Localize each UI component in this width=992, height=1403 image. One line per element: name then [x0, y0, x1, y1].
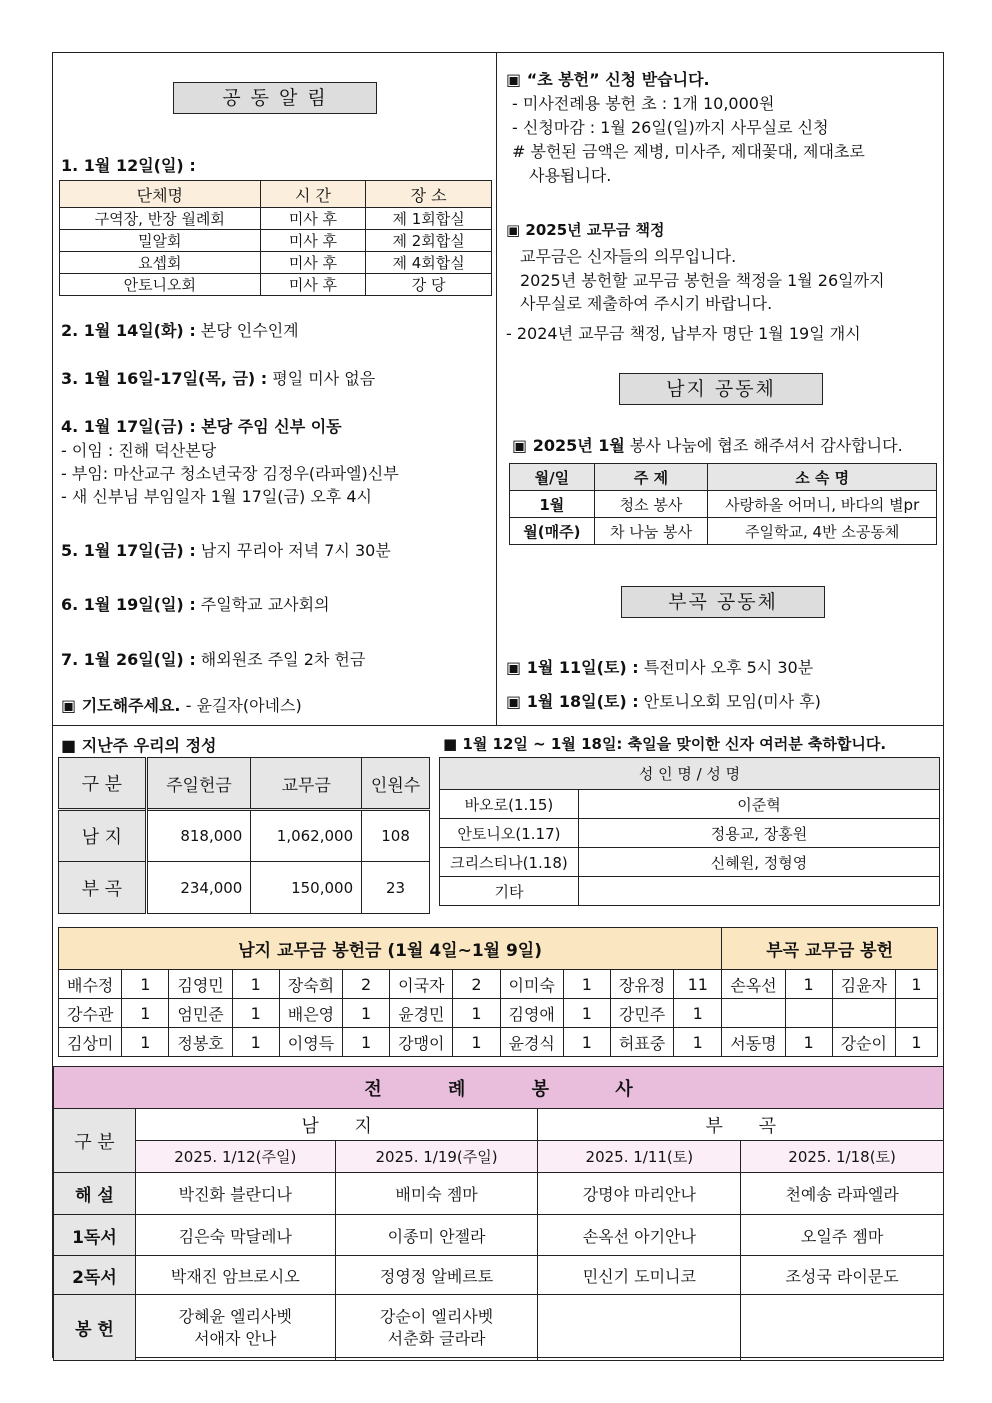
feast-saint: 크리스티나(1.18)	[440, 848, 579, 877]
dues-count: 1	[343, 1028, 390, 1057]
item7-text: 해외원조 주일 2차 헌금	[195, 650, 366, 669]
service-cell: 1월	[510, 491, 595, 518]
feast-table	[439, 757, 940, 906]
feast-names: 이준혁	[578, 790, 939, 819]
service-cell: 사랑하올 어머니, 바다의 별pr	[708, 491, 937, 518]
feast-names: 정용교, 장홍원	[578, 819, 939, 848]
bugok1-text: 특전미사 오후 5시 30분	[638, 658, 814, 677]
schedule-header: 시 간	[260, 181, 366, 208]
liturgy-cell: 정영정 알베르토	[335, 1256, 538, 1295]
dues-count: 1	[896, 1028, 938, 1057]
schedule-cell: 요셉회	[60, 252, 261, 274]
liturgy-date: 2025. 1/19(주일)	[335, 1141, 538, 1173]
prayer-request	[61, 693, 302, 716]
bugok-notice-1	[506, 655, 813, 678]
dues-count: 1	[785, 970, 832, 999]
service-text: 봉사 나눔에 협조 해주셔서 감사합니다.	[624, 436, 903, 455]
notice-title: 공 동 알 림	[173, 82, 377, 114]
dues-count: 1	[343, 999, 390, 1028]
offering-row-label: 남 지	[59, 810, 147, 862]
item6-heading: 6. 1월 19일(일) :	[61, 595, 196, 614]
service-table	[509, 463, 937, 545]
dues-name: 배은영	[279, 999, 342, 1028]
feast-saint: 바오로(1.15)	[440, 790, 579, 819]
bongheon-cell	[335, 1295, 538, 1361]
offering-cell: 108	[362, 810, 430, 862]
dues-name: 이영득	[279, 1028, 342, 1057]
dues-count: 1	[122, 1028, 169, 1057]
bugok-dues-title: 부곡 교무금 봉헌	[722, 928, 938, 970]
item4-line: - 새 신부님 부임일자 1월 17일(금) 오후 4시	[61, 487, 372, 506]
item4-line: - 이임 : 진해 덕산본당	[61, 441, 217, 460]
item4-heading: 4. 1월 17일(금) : 본당 주임 신부 이동	[61, 417, 342, 436]
bongheon-name: 서춘화 글라라	[387, 1328, 486, 1348]
schedule-cell: 구역장, 반장 월례회	[60, 208, 261, 230]
feast-header: 성 인 명 / 성 명	[440, 758, 940, 790]
dues-count: 1	[896, 970, 938, 999]
schedule-header: 장 소	[366, 181, 492, 208]
dues-count: 1	[563, 1028, 610, 1057]
item3	[61, 366, 375, 389]
liturgy-cell: 손옥선 아기안나	[538, 1215, 741, 1256]
schedule-cell: 미사 후	[260, 274, 366, 296]
dues-name: 장숙희	[279, 970, 342, 999]
dues-name: 이국자	[390, 970, 453, 999]
section-divider	[53, 725, 943, 726]
item6	[61, 592, 330, 615]
liturgy-cell: 박진화 블란디나	[135, 1173, 335, 1215]
dues-name	[722, 999, 785, 1028]
offering-title: ■ 지난주 우리의 정성	[61, 736, 217, 755]
offering-cell: 150,000	[251, 862, 362, 914]
feast-title: ■ 1월 12일 ~ 1월 18일: 축일을 맞이한 신자 여러분 축하합니다.	[443, 735, 887, 753]
dues-contribution-table	[58, 927, 938, 1057]
liturgy-cell: 조성국 라이문도	[741, 1256, 944, 1295]
liturgy-cell: 김은숙 막달레나	[135, 1215, 335, 1256]
dues-name: 윤경민	[390, 999, 453, 1028]
liturgy-cell: 천예송 라파엘라	[741, 1173, 944, 1215]
prayer-text: - 윤길자(아네스)	[180, 696, 302, 715]
bongheon-cell	[538, 1295, 741, 1361]
offering-header: 주일헌금	[146, 758, 251, 810]
dues-name: 강민주	[610, 999, 673, 1028]
liturgy-date: 2025. 1/11(토)	[538, 1141, 741, 1173]
dues-count: 1	[232, 1028, 279, 1057]
dues-name: 손옥선	[722, 970, 785, 999]
dues-count: 1	[674, 999, 722, 1028]
dues-name: 정봉호	[169, 1028, 232, 1057]
item2-text: 본당 인수인계	[195, 321, 299, 340]
liturgy-cell: 민신기 도미니코	[538, 1256, 741, 1295]
dues-name: 윤경식	[500, 1028, 563, 1057]
dues-count: 1	[122, 970, 169, 999]
dues-count: 1	[232, 999, 279, 1028]
dues-name: 강수관	[59, 999, 122, 1028]
dues-name: 허표중	[610, 1028, 673, 1057]
liturgy-cell: 강명야 마리안나	[538, 1173, 741, 1215]
bongheon-name: 강혜윤 엘리사벳	[178, 1306, 292, 1326]
dues-name: 김윤자	[832, 970, 895, 999]
offering-cell: 818,000	[146, 810, 251, 862]
liturgy-gubun: 구 분	[54, 1109, 136, 1173]
dues-count: 1	[674, 1028, 722, 1057]
service-cell: 주일학교, 4반 소공동체	[708, 518, 937, 545]
liturgy-cell: 오일주 젬마	[741, 1215, 944, 1256]
bongheon-name: 강순이 엘리사벳	[379, 1306, 494, 1326]
bugok2-heading: ▣ 1월 18일(토) :	[506, 692, 639, 711]
dues-line: 교무금은 신자들의 의무입니다.	[520, 247, 737, 266]
dues-line: 2025년 봉헌할 교무금 봉헌을 책정을 1월 26일까지	[520, 271, 885, 290]
dues-heading: ▣ 2025년 교무금 책정	[506, 221, 665, 239]
offering-cell: 234,000	[146, 862, 251, 914]
offering-table	[58, 757, 430, 914]
service-heading: ▣ 2025년 1월	[512, 436, 625, 455]
schedule-cell: 미사 후	[260, 208, 366, 230]
item7-heading: 7. 1월 26일(일) :	[61, 650, 196, 669]
item3-heading: 3. 1월 16일-17일(목, 금) :	[61, 369, 268, 388]
offering-header: 교무금	[251, 758, 362, 810]
item3-text: 평일 미사 없음	[267, 369, 376, 388]
liturgy-role: 2독서	[54, 1256, 136, 1295]
schedule-cell: 밀알회	[60, 230, 261, 252]
bulletin-page	[52, 52, 944, 1358]
offering-header: 인원수	[362, 758, 430, 810]
dues-name: 김상미	[59, 1028, 122, 1057]
feast-names: 신혜원, 정형영	[578, 848, 939, 877]
candle-line: # 봉헌된 금액은 제병, 미사주, 제대꽃대, 제대초로	[512, 142, 865, 161]
offering-cell: 23	[362, 862, 430, 914]
item5-text: 남지 꾸리아 저녁 7시 30분	[195, 541, 391, 560]
dues-count: 1	[232, 970, 279, 999]
bongheon-cell	[741, 1295, 944, 1361]
liturgy-role: 봉 헌	[54, 1295, 136, 1361]
bugok2-text: 안토니오회 모임(미사 후)	[638, 692, 821, 711]
dues-count: 2	[343, 970, 390, 999]
dues-count: 1	[453, 1028, 500, 1057]
dues-name: 김영애	[500, 999, 563, 1028]
dues-count: 1	[563, 999, 610, 1028]
candle-line: - 미사전례용 봉헌 초 : 1개 10,000원	[512, 94, 775, 113]
schedule-cell: 제 1회합실	[366, 208, 492, 230]
dues-count: 2	[453, 970, 500, 999]
liturgy-date: 2025. 1/12(주일)	[135, 1141, 335, 1173]
candle-line: - 신청마감 : 1월 26일(일)까지 사무실로 신청	[512, 118, 829, 137]
liturgy-cell: 이종미 안젤라	[335, 1215, 538, 1256]
item5	[61, 538, 391, 561]
service-cell: 차 나눔 봉사	[594, 518, 708, 545]
feast-saint: 기타	[440, 877, 579, 906]
schedule-table	[59, 180, 492, 296]
dues-count: 1	[785, 1028, 832, 1057]
item4-line: - 부임: 마산교구 청소년국장 김정우(라파엘)신부	[61, 464, 399, 483]
schedule-cell: 강 당	[366, 274, 492, 296]
dues-name: 이미숙	[500, 970, 563, 999]
schedule-cell: 제 2회합실	[366, 230, 492, 252]
service-header: 소 속 명	[708, 464, 937, 491]
dues-name: 배수정	[59, 970, 122, 999]
liturgy-title: 전 례 봉 사	[54, 1067, 944, 1109]
offering-cell: 1,062,000	[251, 810, 362, 862]
service-cell: 월(매주)	[510, 518, 595, 545]
item5-heading: 5. 1월 17일(금) :	[61, 541, 196, 560]
dues-count	[785, 999, 832, 1028]
offering-row-label: 부 곡	[59, 862, 147, 914]
item6-text: 주일학교 교사회의	[195, 595, 330, 614]
candle-heading: ▣ “초 봉헌” 신청 받습니다.	[506, 70, 710, 89]
item2-heading: 2. 1월 14일(화) :	[61, 321, 196, 340]
prayer-heading: ▣ 기도해주세요.	[61, 696, 181, 715]
bongheon-name: 서애자 안나	[194, 1328, 277, 1348]
schedule-header: 단체명	[60, 181, 261, 208]
liturgy-cell: 배미숙 젬마	[335, 1173, 538, 1215]
liturgy-role: 해 설	[54, 1173, 136, 1215]
feast-saint: 안토니오(1.17)	[440, 819, 579, 848]
dues-count: 11	[674, 970, 722, 999]
schedule-cell: 안토니오회	[60, 274, 261, 296]
liturgy-namji: 남 지	[135, 1109, 538, 1141]
item7	[61, 647, 365, 670]
namji-dues-title: 남지 교무금 봉헌금 (1월 4일~1월 9일)	[59, 928, 722, 970]
dues-name: 서동명	[722, 1028, 785, 1057]
service-header: 월/일	[510, 464, 595, 491]
dues-count: 1	[563, 970, 610, 999]
bongheon-cell	[135, 1295, 335, 1361]
dues-name: 강맹이	[390, 1028, 453, 1057]
service-cell: 청소 봉사	[594, 491, 708, 518]
dues-name: 김영민	[169, 970, 232, 999]
liturgy-date: 2025. 1/18(토)	[741, 1141, 944, 1173]
dues-count: 1	[453, 999, 500, 1028]
schedule-cell: 미사 후	[260, 230, 366, 252]
liturgy-table	[53, 1066, 944, 1361]
dues-count: 1	[122, 999, 169, 1028]
column-divider	[496, 53, 497, 725]
dues-name: 장유정	[610, 970, 673, 999]
namji-community-title: 남지 공동체	[619, 373, 823, 405]
item1-heading: 1. 1월 12일(일) :	[61, 156, 196, 175]
schedule-cell: 제 4회합실	[366, 252, 492, 274]
dues-name: 강순이	[832, 1028, 895, 1057]
service-notice	[512, 433, 903, 456]
candle-line: 사용됩니다.	[529, 166, 612, 185]
offering-header: 구 분	[59, 758, 147, 810]
dues-line: - 2024년 교무금 책정, 납부자 명단 1월 19일 개시	[506, 324, 861, 343]
schedule-cell: 미사 후	[260, 252, 366, 274]
dues-name	[832, 999, 895, 1028]
liturgy-cell: 박재진 암브로시오	[135, 1256, 335, 1295]
bugok-community-title: 부곡 공동체	[621, 586, 825, 618]
item2	[61, 318, 299, 341]
liturgy-bugok: 부 곡	[538, 1109, 944, 1141]
bugok1-heading: ▣ 1월 11일(토) :	[506, 658, 639, 677]
bugok-notice-2	[506, 689, 821, 712]
service-header: 주 제	[594, 464, 708, 491]
dues-name: 엄민준	[169, 999, 232, 1028]
feast-names	[578, 877, 939, 906]
liturgy-role: 1독서	[54, 1215, 136, 1256]
dues-line: 사무실로 제출하여 주시기 바랍니다.	[520, 294, 773, 313]
dues-count	[896, 999, 938, 1028]
